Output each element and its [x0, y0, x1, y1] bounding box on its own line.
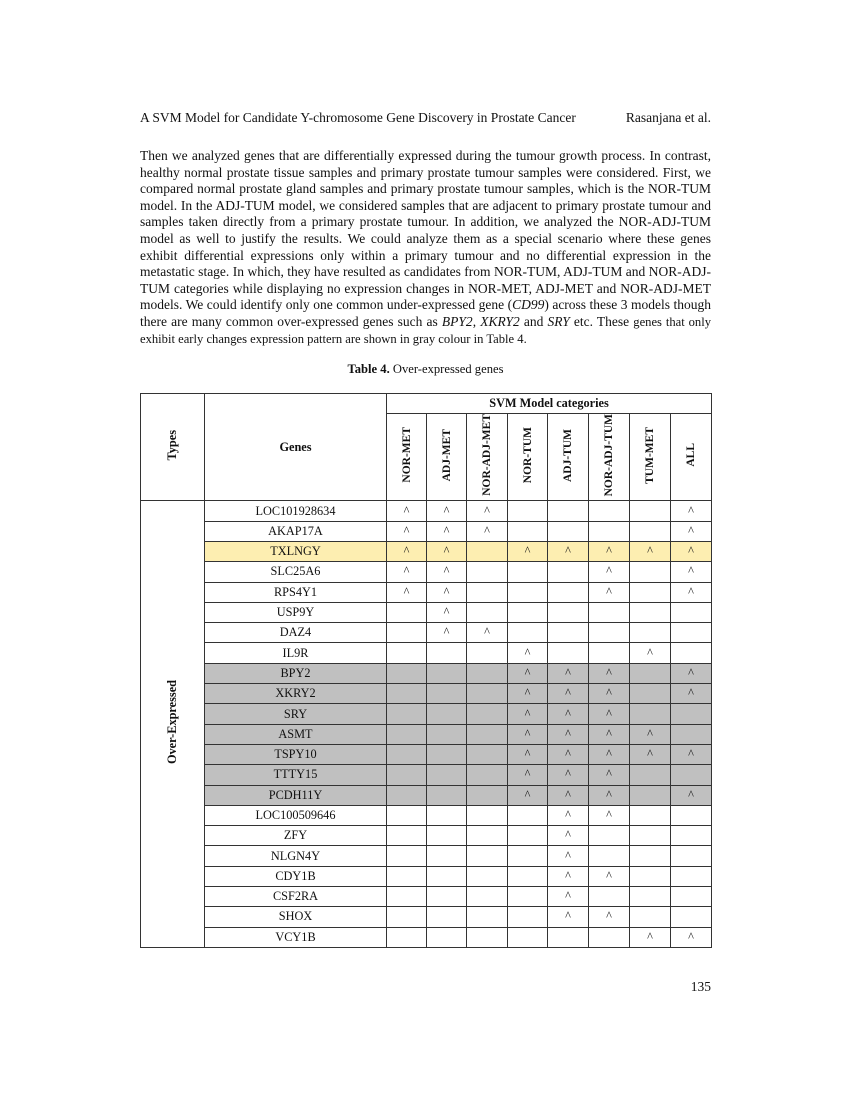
mark-cell	[508, 562, 548, 582]
table-caption	[140, 362, 711, 377]
gene-name-cell: CDY1B	[205, 866, 387, 886]
table-row	[141, 704, 712, 724]
paragraph-text-2: ) across these 3 models though there are many common over-expressed genes such as	[140, 297, 712, 329]
mark-cell: ^	[548, 785, 589, 805]
gene-cd99: CD99	[512, 297, 545, 313]
table-row	[141, 785, 712, 805]
mark-cell: ^	[548, 866, 589, 886]
mark-cell	[387, 724, 427, 744]
mark-cell	[467, 744, 508, 764]
mark-cell: ^	[508, 684, 548, 704]
table-row	[141, 866, 712, 886]
mark-cell	[630, 887, 671, 907]
mark-cell	[427, 805, 467, 825]
mark-cell	[467, 887, 508, 907]
mark-cell	[671, 643, 712, 663]
mark-cell: ^	[589, 866, 630, 886]
mark-cell: ^	[548, 744, 589, 764]
mark-cell	[548, 501, 589, 521]
mark-cell	[387, 927, 427, 947]
mark-cell	[467, 704, 508, 724]
over-expressed-genes-table	[140, 393, 712, 948]
mark-cell	[671, 765, 712, 785]
mark-cell	[630, 805, 671, 825]
mark-cell: ^	[427, 542, 467, 562]
gene-name-cell: TTTY15	[205, 765, 387, 785]
mark-cell: ^	[548, 826, 589, 846]
mark-cell: ^	[508, 785, 548, 805]
mark-cell	[630, 907, 671, 927]
mark-cell	[630, 866, 671, 886]
mark-cell	[467, 663, 508, 683]
table-row	[141, 684, 712, 704]
mark-cell	[387, 643, 427, 663]
mark-cell	[630, 623, 671, 643]
mark-cell: ^	[548, 907, 589, 927]
mark-cell	[427, 663, 467, 683]
gene-name-cell: NLGN4Y	[205, 846, 387, 866]
mark-cell: ^	[548, 663, 589, 683]
mark-cell: ^	[467, 521, 508, 541]
category-label: ALL	[685, 443, 698, 468]
mark-cell	[387, 785, 427, 805]
mark-cell	[589, 927, 630, 947]
mark-cell	[548, 562, 589, 582]
table-row	[141, 562, 712, 582]
mark-cell: ^	[548, 805, 589, 825]
mark-cell	[671, 724, 712, 744]
mark-cell	[387, 907, 427, 927]
mark-cell	[427, 785, 467, 805]
category-header	[630, 414, 671, 501]
mark-cell: ^	[630, 927, 671, 947]
caption-text: Over-expressed genes	[389, 362, 504, 376]
mark-cell	[548, 602, 589, 622]
mark-cell	[630, 765, 671, 785]
mark-cell	[508, 866, 548, 886]
mark-cell	[630, 602, 671, 622]
mark-cell	[427, 765, 467, 785]
mark-cell	[427, 826, 467, 846]
mark-cell	[387, 765, 427, 785]
page-number: 135	[690, 979, 711, 994]
mark-cell	[671, 826, 712, 846]
mark-cell: ^	[387, 562, 427, 582]
mark-cell	[467, 684, 508, 704]
mark-cell: ^	[387, 501, 427, 521]
table-row	[141, 542, 712, 562]
table-row	[141, 907, 712, 927]
mark-cell	[548, 927, 589, 947]
category-header	[427, 414, 467, 501]
mark-cell	[548, 582, 589, 602]
gene-xkry2: XKRY2	[480, 313, 520, 329]
mark-cell	[387, 663, 427, 683]
table-row	[141, 805, 712, 825]
mark-cell	[589, 623, 630, 643]
mark-cell	[630, 663, 671, 683]
table-row	[141, 643, 712, 663]
mark-cell	[467, 785, 508, 805]
mark-cell	[508, 582, 548, 602]
types-header-label: Types	[165, 429, 179, 461]
table-row	[141, 663, 712, 683]
table-row	[141, 846, 712, 866]
gene-name-cell: CSF2RA	[205, 887, 387, 907]
paragraph-text-3: etc. These	[569, 313, 630, 329]
separator-1: ,	[472, 313, 481, 329]
mark-cell: ^	[589, 805, 630, 825]
category-header	[387, 414, 427, 501]
paragraph-text-4: genes that only exhibit early changes expression pattern are shown in gray colour in Table 4.	[140, 314, 712, 346]
mark-cell: ^	[671, 582, 712, 602]
mark-cell	[427, 684, 467, 704]
mark-cell	[630, 704, 671, 724]
mark-cell: ^	[589, 582, 630, 602]
mark-cell	[427, 927, 467, 947]
genes-header: Genes	[205, 394, 387, 501]
mark-cell	[548, 521, 589, 541]
mark-cell: ^	[671, 684, 712, 704]
svm-categories-header: SVM Model categories	[387, 394, 712, 414]
mark-cell	[427, 724, 467, 744]
gene-bpy2: BPY2	[441, 313, 473, 329]
mark-cell	[589, 602, 630, 622]
mark-cell	[589, 826, 630, 846]
mark-cell	[671, 704, 712, 724]
mark-cell	[671, 805, 712, 825]
mark-cell	[508, 623, 548, 643]
mark-cell: ^	[387, 542, 427, 562]
mark-cell	[467, 765, 508, 785]
mark-cell: ^	[589, 663, 630, 683]
gene-name-cell: IL9R	[205, 643, 387, 663]
mark-cell: ^	[671, 501, 712, 521]
mark-cell	[387, 866, 427, 886]
mark-cell: ^	[630, 542, 671, 562]
mark-cell	[467, 542, 508, 562]
mark-cell	[630, 582, 671, 602]
gene-name-cell: ZFY	[205, 826, 387, 846]
types-header	[141, 394, 205, 501]
gene-name-cell: PCDH11Y	[205, 785, 387, 805]
gene-name-cell: AKAP17A	[205, 521, 387, 541]
mark-cell: ^	[589, 907, 630, 927]
category-header	[671, 414, 712, 501]
header-authors: Rasanjana et al.	[625, 110, 711, 125]
table-row	[141, 765, 712, 785]
type-label: Over-Expressed	[165, 680, 179, 765]
category-label: NOR-MET	[400, 427, 413, 483]
mark-cell	[387, 805, 427, 825]
mark-cell	[467, 643, 508, 663]
mark-cell	[508, 501, 548, 521]
mark-cell: ^	[548, 765, 589, 785]
gene-name-cell: USP9Y	[205, 602, 387, 622]
mark-cell	[387, 744, 427, 764]
mark-cell: ^	[548, 684, 589, 704]
caption-label: Table 4.	[347, 362, 390, 376]
table-row	[141, 744, 712, 764]
table-row	[141, 602, 712, 622]
category-header	[467, 414, 508, 501]
gene-name-cell: DAZ4	[205, 623, 387, 643]
gene-name-cell: SLC25A6	[205, 562, 387, 582]
mark-cell: ^	[508, 765, 548, 785]
mark-cell: ^	[508, 704, 548, 724]
mark-cell: ^	[548, 704, 589, 724]
mark-cell	[387, 623, 427, 643]
mark-cell: ^	[427, 521, 467, 541]
mark-cell: ^	[548, 887, 589, 907]
table-row	[141, 724, 712, 744]
gene-name-cell: TXLNGY	[205, 542, 387, 562]
mark-cell: ^	[508, 542, 548, 562]
mark-cell: ^	[427, 562, 467, 582]
mark-cell	[467, 846, 508, 866]
category-label: TUM-MET	[644, 426, 656, 484]
mark-cell	[387, 826, 427, 846]
mark-cell	[427, 907, 467, 927]
mark-cell	[467, 724, 508, 744]
mark-cell	[671, 623, 712, 643]
table-row	[141, 887, 712, 907]
gene-name-cell: RPS4Y1	[205, 582, 387, 602]
gene-name-cell: XKRY2	[205, 684, 387, 704]
mark-cell	[548, 643, 589, 663]
gene-name-cell: BPY2	[205, 663, 387, 683]
mark-cell	[427, 887, 467, 907]
mark-cell: ^	[671, 521, 712, 541]
mark-cell	[427, 866, 467, 886]
mark-cell	[589, 501, 630, 521]
mark-cell: ^	[548, 542, 589, 562]
mark-cell: ^	[508, 643, 548, 663]
mark-cell: ^	[467, 623, 508, 643]
paragraph-text-1: Then we analyzed genes that are differentially expressed during the tumour growth process. In contrast, healthy normal prostate tissue samples and primary prostate tumour samples were considered. First, we compared normal prostate gland samples and primary prostate tumour samples, which is the NOR-TUM model. In the ADJ-TUM model, we considered samples that are adjacent to primary prostate tumour and samples taken directly from a primary prostate tumour. In addition, we analyzed the NOR-ADJ-TUM model as well to justify the results. We could analyze them as a special scenario where these genes exhibit differential expressions only within a primary tumour and no differential expression in the metastatic stage. In which, they have resulted as candidates from NOR-TUM, ADJ-TUM and NOR-ADJ-TUM categories while displaying no expression changes in NOR-MET, ADJ-MET and NOR-ADJ-MET models. We could identify only one common under-expressed gene (	[140, 148, 711, 313]
mark-cell	[630, 501, 671, 521]
header-title: A SVM Model for Candidate Y-chromosome Gene Discovery in Prostate Cancer	[140, 110, 576, 125]
mark-cell: ^	[508, 744, 548, 764]
mark-cell	[508, 927, 548, 947]
gene-name-cell: SRY	[205, 704, 387, 724]
mark-cell	[387, 684, 427, 704]
mark-cell: ^	[671, 542, 712, 562]
mark-cell: ^	[589, 704, 630, 724]
running-header	[140, 110, 711, 128]
mark-cell	[427, 643, 467, 663]
mark-cell: ^	[589, 562, 630, 582]
mark-cell	[548, 623, 589, 643]
mark-cell: ^	[427, 501, 467, 521]
mark-cell	[508, 521, 548, 541]
mark-cell	[467, 562, 508, 582]
mark-cell: ^	[589, 785, 630, 805]
table-row	[141, 927, 712, 947]
mark-cell	[589, 846, 630, 866]
mark-cell: ^	[671, 785, 712, 805]
mark-cell	[467, 805, 508, 825]
mark-cell	[467, 866, 508, 886]
table-row	[141, 623, 712, 643]
category-header	[548, 414, 589, 501]
body-paragraph	[140, 148, 711, 347]
mark-cell: ^	[671, 663, 712, 683]
mark-cell: ^	[548, 846, 589, 866]
mark-cell	[508, 887, 548, 907]
gene-name-cell: TSPY10	[205, 744, 387, 764]
mark-cell: ^	[671, 562, 712, 582]
gene-name-cell: VCY1B	[205, 927, 387, 947]
mark-cell	[387, 846, 427, 866]
mark-cell	[671, 602, 712, 622]
mark-cell	[427, 704, 467, 724]
gene-name-cell: SHOX	[205, 907, 387, 927]
mark-cell: ^	[427, 623, 467, 643]
mark-cell	[467, 907, 508, 927]
table-row	[141, 582, 712, 602]
mark-cell: ^	[548, 724, 589, 744]
mark-cell	[630, 521, 671, 541]
mark-cell	[630, 562, 671, 582]
mark-cell	[427, 744, 467, 764]
category-label: NOR-ADJ-TUM	[603, 414, 615, 497]
category-label: ADJ-MET	[440, 429, 453, 482]
mark-cell: ^	[630, 744, 671, 764]
mark-cell	[387, 704, 427, 724]
mark-cell: ^	[630, 643, 671, 663]
type-cell	[141, 501, 205, 948]
mark-cell: ^	[671, 927, 712, 947]
mark-cell	[630, 826, 671, 846]
mark-cell	[630, 846, 671, 866]
mark-cell: ^	[589, 744, 630, 764]
mark-cell	[508, 846, 548, 866]
mark-cell	[467, 602, 508, 622]
mark-cell	[671, 866, 712, 886]
gene-name-cell: ASMT	[205, 724, 387, 744]
mark-cell	[508, 826, 548, 846]
separator-2: and	[519, 313, 548, 329]
mark-cell: ^	[467, 501, 508, 521]
mark-cell	[467, 826, 508, 846]
mark-cell	[387, 602, 427, 622]
mark-cell	[589, 521, 630, 541]
mark-cell: ^	[589, 765, 630, 785]
mark-cell	[630, 785, 671, 805]
mark-cell: ^	[589, 724, 630, 744]
mark-cell: ^	[671, 744, 712, 764]
mark-cell	[508, 907, 548, 927]
mark-cell: ^	[508, 724, 548, 744]
mark-cell: ^	[427, 582, 467, 602]
mark-cell: ^	[427, 602, 467, 622]
category-label: ADJ-TUM	[562, 428, 574, 482]
mark-cell: ^	[387, 521, 427, 541]
mark-cell	[589, 643, 630, 663]
mark-cell	[589, 887, 630, 907]
mark-cell	[671, 887, 712, 907]
mark-cell	[671, 907, 712, 927]
gene-sry: SRY	[547, 313, 570, 329]
mark-cell	[630, 684, 671, 704]
mark-cell: ^	[387, 582, 427, 602]
table-row	[141, 521, 712, 541]
mark-cell: ^	[508, 663, 548, 683]
mark-cell	[508, 602, 548, 622]
mark-cell: ^	[589, 684, 630, 704]
category-label: NOR-TUM	[521, 427, 534, 484]
mark-cell: ^	[589, 542, 630, 562]
mark-cell	[427, 846, 467, 866]
category-header	[508, 414, 548, 501]
gene-name-cell: LOC100509646	[205, 805, 387, 825]
category-label: NOR-ADJ-MET	[481, 414, 493, 497]
mark-cell	[467, 927, 508, 947]
table-row	[141, 826, 712, 846]
gene-name-cell: LOC101928634	[205, 501, 387, 521]
mark-cell	[508, 805, 548, 825]
mark-cell	[467, 582, 508, 602]
table-row	[141, 501, 712, 521]
mark-cell	[671, 846, 712, 866]
mark-cell: ^	[630, 724, 671, 744]
category-header	[589, 414, 630, 501]
mark-cell	[387, 887, 427, 907]
